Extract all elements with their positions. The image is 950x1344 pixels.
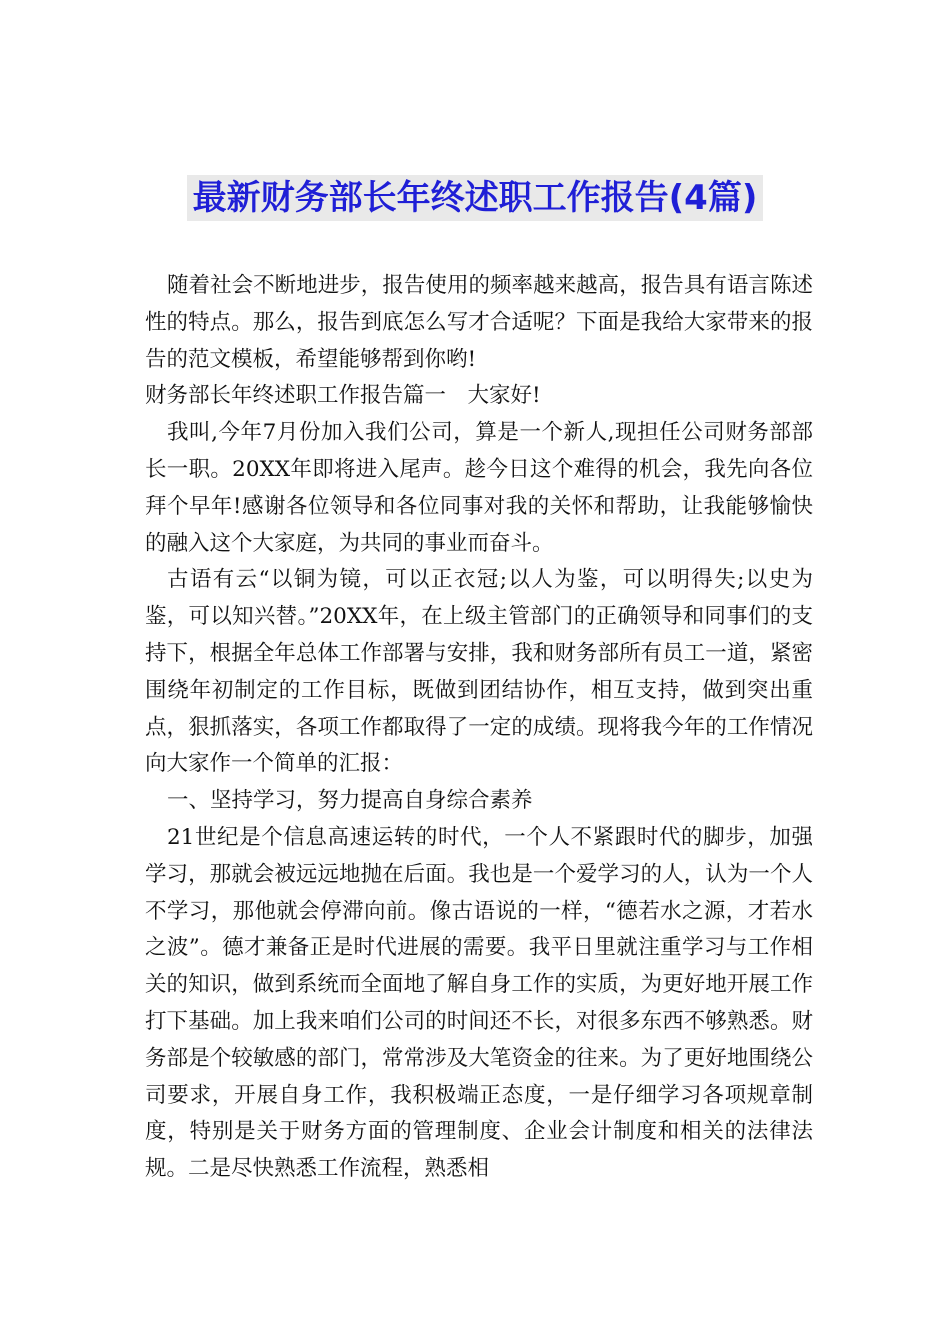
body-paragraph: 我叫,今年7月份加入我们公司，算是一个新人,现担任公司财务部部长一职。20XX年即将进入尾声。趁今日这个难得的机会，我先向各位拜个早年!感谢各位领导和各位同事对我的关怀和帮助，让我能够愉快的融入这个大家庭，为共同的事业而奋斗。 [145,420,813,556]
document-body [145,268,813,1188]
document-title: 最新财务部长年终述职工作报告(4篇) [187,175,764,221]
body-paragraph: 古语有云“以铜为镜，可以正衣冠;以人为鉴，可以明得失;以史为鉴，可以知兴替。”20XX年，在上级主管部门的正确领导和同事们的支持下，根据全年总体工作部署与安排，我和财务部所有员工一道，紧密围绕年初制定的工作目标，既做到团结协作，相互支持，做到突出重点，狠抓落实，各项工作都取得了一定的成绩。现将我今年的工作情况向大家作一个简单的汇报： [145,567,813,777]
subheading-paragraph: 一、坚持学习，努力提高自身综合素养 [167,788,533,814]
section-heading-paragraph: 财务部长年终述职工作报告篇一 大家好! [145,383,541,409]
title-container [0,175,950,221]
body-paragraph: 21世纪是个信息高速运转的时代，一个人不紧跟时代的脚步，加强学习，那就会被远远地抛在后面。我也是一个爱学习的人，认为一个人不学习，那他就会停滞向前。像古语说的一样，“德若水之源，才若水之波”。德才兼备正是时代进展的需要。我平日里就注重学习与工作相关的知识，做到系统而全面地了解自身工作的实质，为更好地开展工作打下基础。加上我来咱们公司的时间还不长，对很多东西不够熟悉。财务部是个较敏感的部门，常常涉及大笔资金的往来。为了更好地围绕公司要求，开展自身工作，我积极端正态度，一是仔细学习各项规章制度，特别是关于财务方面的管理制度、企业会计制度和相关的法律法规。二是尽快熟悉工作流程，熟悉相 [145,824,813,1182]
intro-paragraph: 随着社会不断地进步，报告使用的频率越来越高，报告具有语言陈述性的特点。那么，报告到底怎么写才合适呢？下面是我给大家带来的报告的范文模板，希望能够帮到你哟! [145,273,813,372]
